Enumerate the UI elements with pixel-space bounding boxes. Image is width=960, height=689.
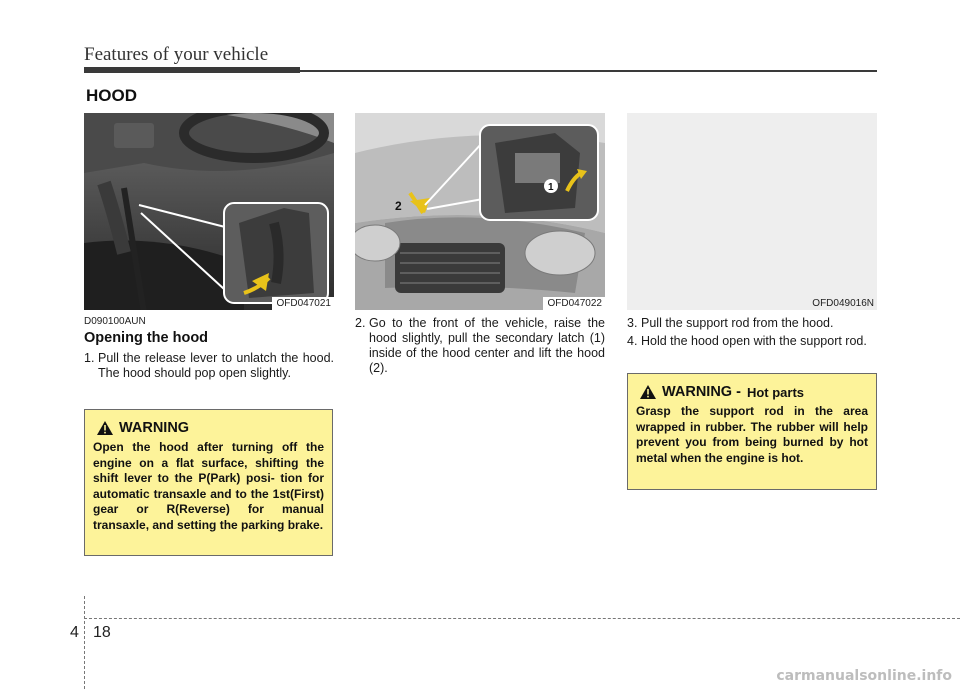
subheading-opening-hood: Opening the hood [84, 330, 209, 346]
warning-title: WARNING [119, 420, 190, 436]
reference-code: D090100AUN [84, 316, 146, 327]
chapter-number: 4 [70, 624, 79, 641]
step-number: 2. [355, 316, 366, 330]
page-number: 18 [93, 624, 111, 641]
figure-secondary-latch [355, 113, 605, 310]
warning-subtitle: Hot parts [746, 384, 804, 400]
warning-box-hood [84, 409, 333, 556]
step-number: 1. [84, 351, 95, 365]
step-2 [355, 316, 605, 376]
section-title: HOOD [86, 86, 137, 105]
figure-code: OFD049016N [812, 298, 874, 309]
step-number: 3. [627, 316, 638, 330]
figure-release-lever [84, 113, 334, 310]
warning-title: WARNING - [662, 384, 741, 400]
figure-code: OFD047022 [543, 297, 605, 310]
release-lever-illustration [84, 113, 334, 310]
callout-2-label: 2 [395, 199, 402, 213]
step-text: Pull the support rod from the hood. [641, 316, 834, 330]
page-header-title: Features of your vehicle [84, 44, 269, 65]
secondary-latch-illustration [355, 113, 605, 310]
warning-header [640, 384, 868, 400]
warning-header [97, 420, 324, 436]
figure-code: OFD047021 [272, 297, 334, 310]
warning-triangle-icon [640, 385, 656, 399]
warning-triangle-icon [97, 421, 113, 435]
header-rule-thick [84, 67, 300, 73]
warning-box-hot-parts [627, 373, 877, 490]
warning-body: Open the hood after turning off the engine on a flat surface, shifting the shift lever to the P(Park) posi- tion for automatic transaxle and to the 1st(First) gear or R(Reverse) for manual transaxle, and setting the parking brake. [93, 440, 324, 532]
watermark-text: carmanualsonline.info [776, 668, 952, 684]
footer-horizontal-rule [84, 618, 960, 619]
step-3 [627, 316, 877, 331]
figure-support-rod [627, 113, 877, 310]
step-1 [84, 351, 334, 381]
footer-vertical-rule [84, 596, 85, 689]
step-4 [627, 334, 877, 349]
step-text: Go to the front of the vehicle, raise the hood slightly, pull the secondary latch (1) inside of the hood center and lift the hood (2). [369, 316, 605, 375]
callout-1-label: 1 [548, 182, 554, 193]
step-number: 4. [627, 334, 638, 348]
step-text: Hold the hood open with the support rod. [641, 334, 867, 348]
step-text: Pull the release lever to unlatch the hood. The hood should pop open slightly. [98, 351, 334, 380]
warning-body: Grasp the support rod in the area wrapped in rubber. The rubber will help prevent you from being burned by hot metal when the engine is hot. [636, 404, 868, 465]
header-rule-thin [300, 70, 877, 72]
